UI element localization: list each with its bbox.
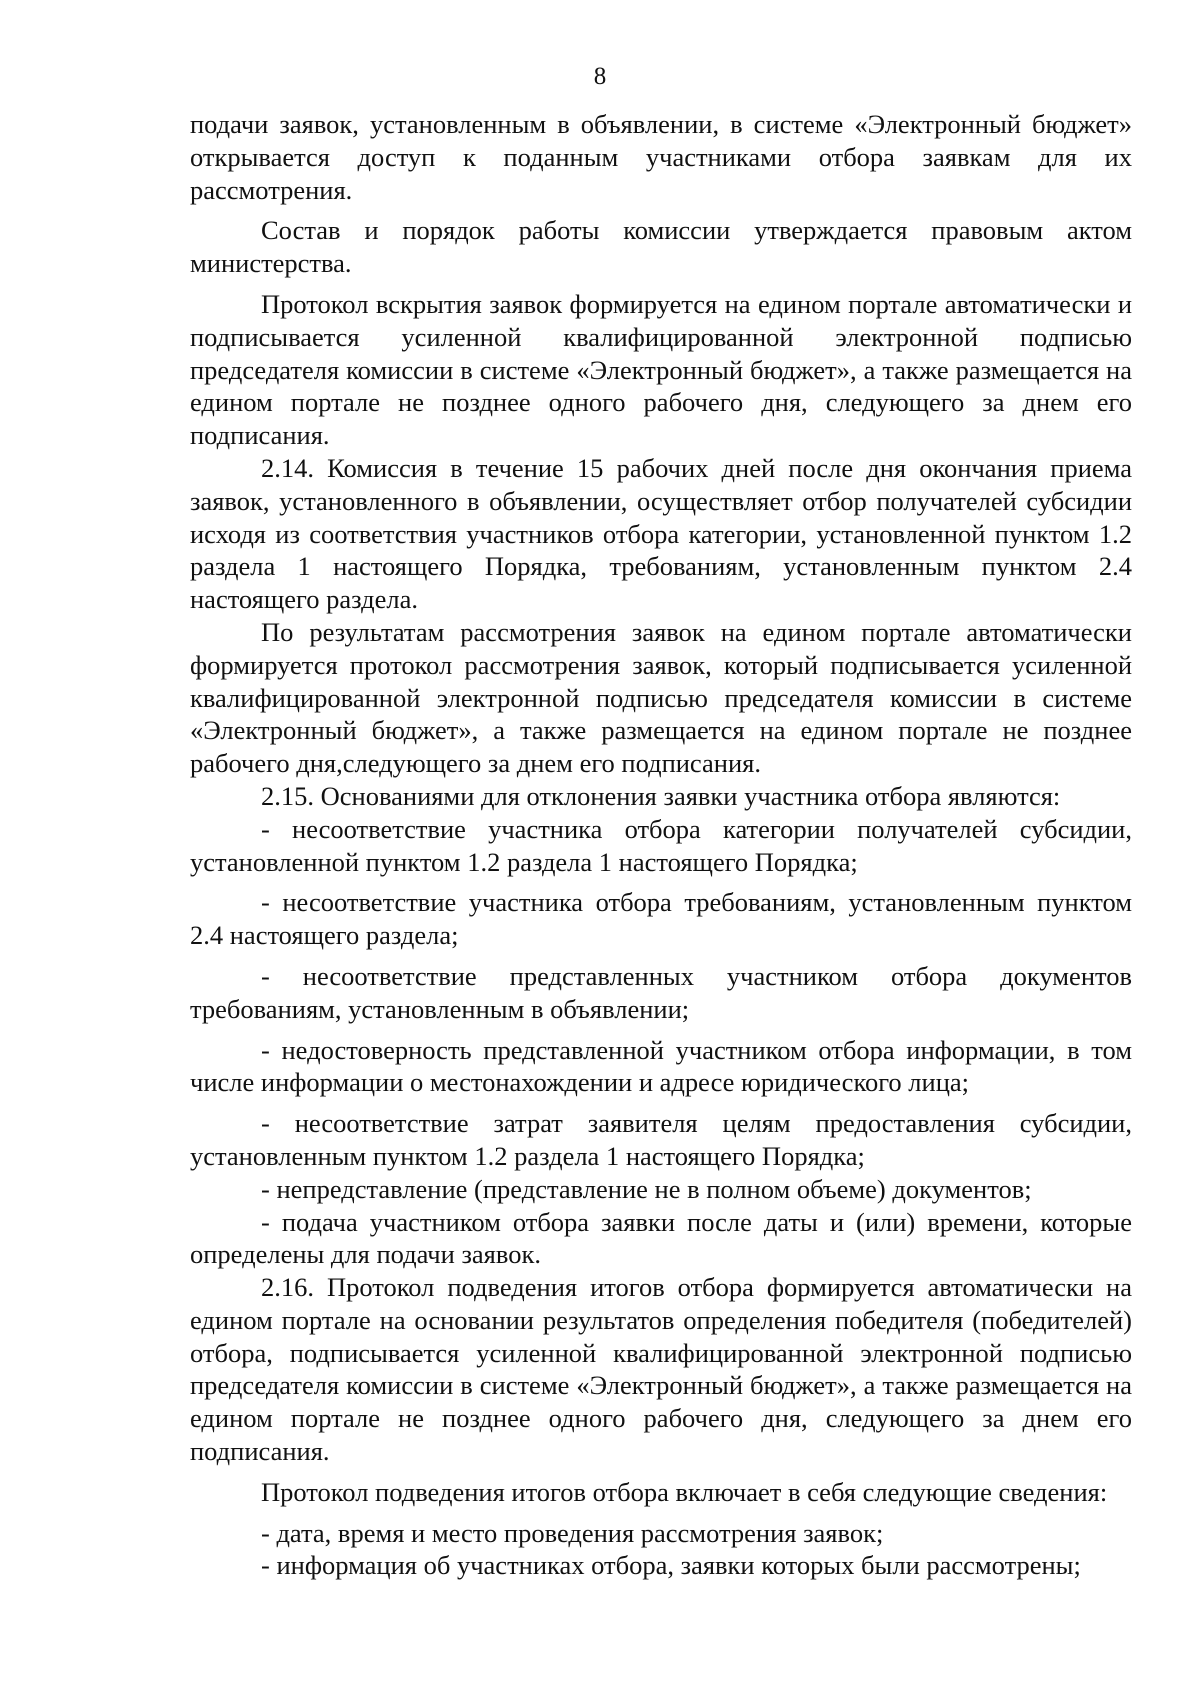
list-item-rejection-costs: - несоответствие затрат заявителя целям предоставления субсидии, установленным пунктом 1.2 раздела 1 настоящего Порядка;: [190, 1108, 1132, 1171]
paragraph-2-15: 2.15. Основаниями для отклонения заявки участника отбора являются:: [261, 780, 1061, 811]
paragraph-results-protocol-contents: Протокол подведения итогов отбора включает в себя следующие сведения:: [261, 1476, 1108, 1507]
document-body: [190, 108, 1132, 1582]
list-item-date-time-place: - дата, время и место проведения рассмотрения заявок;: [261, 1517, 884, 1548]
list-item-rejection-missing-docs: - непредставление (представление не в полном объеме) документов;: [261, 1173, 1032, 1204]
paragraph-continuation: подачи заявок, установленным в объявлении, в системе «Электронный бюджет» открывается доступ к поданным участниками отбора заявкам для их рассмотрения.: [190, 109, 1132, 205]
paragraph-2-14: 2.14. Комиссия в течение 15 рабочих дней после дня окончания приема заявок, установленного в объявлении, осуществляет отбор получателей субсидии исходя из соответствия участников отбора категории, установленной пунктом 1.2 раздела 1 настоящего Порядка, требованиям, установленным пунктом 2.4 настоящего раздела.: [190, 452, 1132, 615]
paragraph-2-16: 2.16. Протокол подведения итогов отбора формируется автоматически на едином портале на основании результатов определения победителя (победителей) отбора, подписывается усиленной квалифицированной электронной подписью председателя комиссии в системе «Электронный бюджет», а также размещается на едином портале не позднее одного рабочего дня, следующего за днем его подписания.: [190, 1272, 1132, 1467]
list-item-participants-info: - информация об участниках отбора, заявки которых были рассмотрены;: [261, 1550, 1081, 1581]
list-item-rejection-false-info: - недостоверность представленной участником отбора информации, в том числе информации о местонахождении и адресе юридического лица;: [190, 1034, 1132, 1098]
paragraph-review-protocol: По результатам рассмотрения заявок на едином портале автоматически формируется протокол рассмотрения заявок, который подписывается усиленной квалифицированной электронной подписью председателя комиссии в системе «Электронный бюджет», а также размещается на едином портале не позднее рабочего дня,следующего за днем его подписания.: [190, 616, 1132, 779]
paragraph-commission-composition: Состав и порядок работы комиссии утверждается правовым актом министерства.: [190, 215, 1132, 279]
page-number: 8: [593, 63, 607, 90]
list-item-rejection-documents: - несоответствие представленных участником отбора документов требованиям, установленным в объявлении;: [190, 960, 1132, 1024]
paragraph-opening-protocol: Протокол вскрытия заявок формируется на едином портале автоматически и подписывается усиленной квалифицированной электронной подписью председателя комиссии в системе «Электронный бюджет», а также размещается на едином портале не позднее одного рабочего дня, следующего за днем его подписания.: [190, 288, 1132, 451]
list-item-rejection-requirements: - несоответствие участника отбора требованиям, установленным пунктом 2.4 настоящего раздела;: [190, 887, 1132, 951]
list-item-rejection-late-submission: - подача участником отбора заявки после даты и (или) времени, которые определены для подачи заявок.: [190, 1206, 1132, 1270]
list-item-rejection-category: - несоответствие участника отбора категории получателей субсидии, установленной пунктом 1.2 раздела 1 настоящего Порядка;: [190, 813, 1132, 877]
